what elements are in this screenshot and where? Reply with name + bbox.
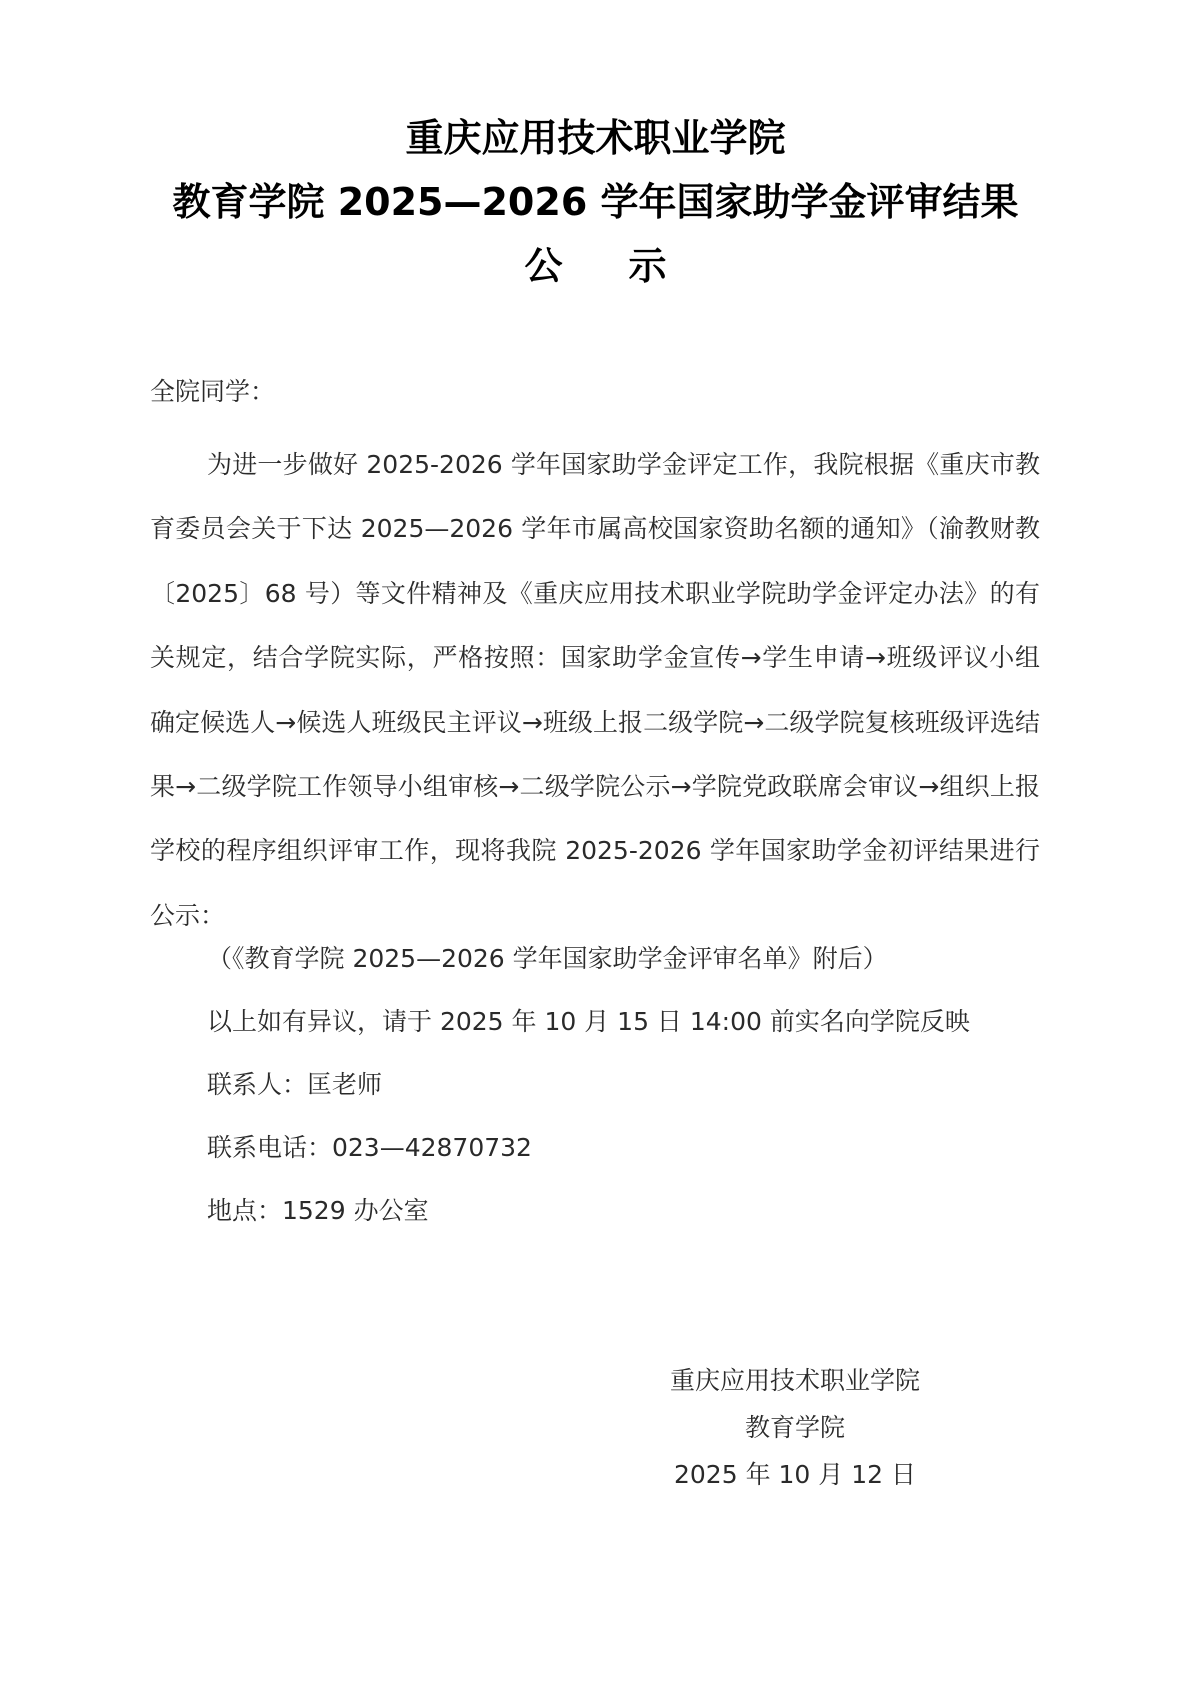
objection-note: 以上如有异议，请于 2025 年 10 月 15 日 14:00 前实名向学院反映 [207, 1007, 970, 1036]
signature-institution: 重庆应用技术职业学院 [669, 1366, 920, 1395]
title-public-notice: 公示 [524, 244, 733, 288]
title-notice-subject: 教育学院 2025—2026 学年国家助学金评审结果 [172, 180, 1019, 224]
signature-date: 2025 年 10 月 12 日 [674, 1460, 916, 1489]
office-location: 地点：1529 办公室 [207, 1196, 429, 1225]
salutation: 全院同学： [150, 377, 276, 406]
attachment-note: （《教育学院 2025—2026 学年国家助学金评审名单》附后） [207, 944, 888, 973]
main-paragraph: 为进一步做好 2025-2026 学年国家助学金评定工作，我院根据《重庆市教育委员会关于下达 2025—2026 学年市属高校国家资助名额的通知》（渝教财教〔2025〕68 号）等文件精神及《重庆应用技术职业学院助学金评定办法》的有关规定，结合学院实际，严格按照：国家助学金宣传→学生申请→班级评议小组确定候选人→候选人班级民主评议→班级上报二级学院→二级学院复核班级评选结果→二级学院工作领导小组审核→二级学院公示→学院党政联席会审议→组织上报学校的程序组织评审工作，现将我院 2025-2026 学年国家助学金初评结果进行公示： [150, 450, 1040, 930]
signature-department: 教育学院 [744, 1413, 845, 1442]
contact-phone: 联系电话：023—42870732 [207, 1133, 532, 1162]
contact-person: 联系人：匡老师 [207, 1070, 383, 1099]
title-school-name: 重庆应用技术职业学院 [405, 116, 786, 160]
